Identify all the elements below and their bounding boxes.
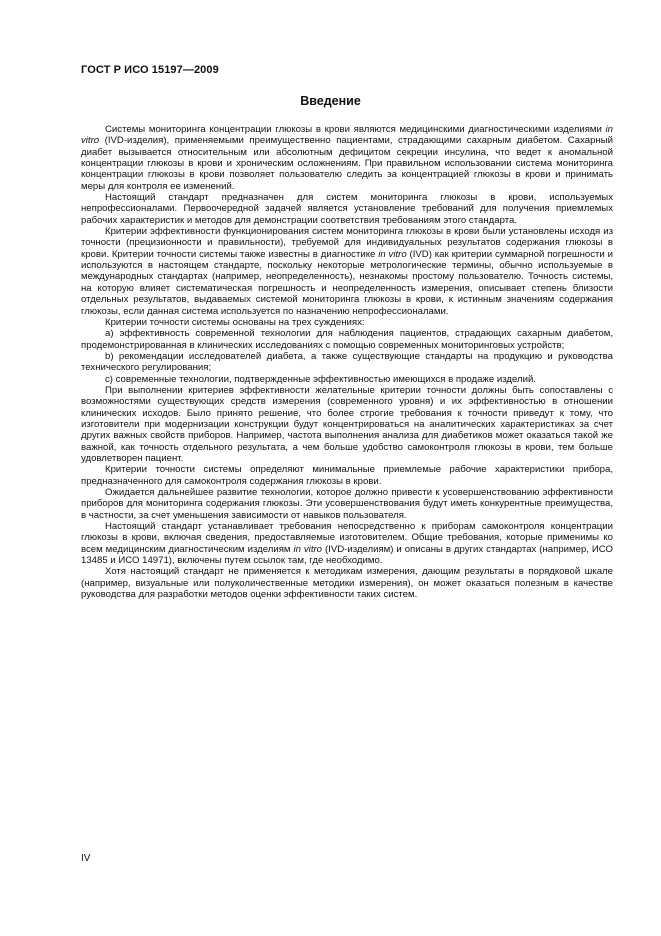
paragraph <box>81 464 613 487</box>
page-title: Введение <box>300 94 361 108</box>
italic-term: in vitro <box>81 124 613 147</box>
text-run: Системы мониторинга концентрации глюкозы в крови являются медицинскими диагностическими изделиями <box>105 124 606 135</box>
paragraph <box>81 385 613 464</box>
document-header: ГОСТ Р ИСО 15197—2009 <box>81 64 219 76</box>
text-run: Настоящий стандарт устанавливает требования непосредственно к приборам самоконтроля концентрации глюкозы в крови, включая сведения, предоставляемые изготовителем. Общие требования, которые применимы ко всем медицинским диагностическим изделиям <box>81 521 613 555</box>
paragraph <box>81 328 613 351</box>
italic-term: in vitro <box>293 543 323 555</box>
italic-term: in vitro <box>378 248 407 260</box>
paragraph <box>81 124 613 192</box>
paragraph <box>81 566 613 600</box>
text-run: При выполнении критериев эффективности желательные критерии точности должны быть сопоставлены с возможностями существующих средств измерения (современного уровня) и их эффективностью в отношении клинических исходов. Было принято решение, что более строгие требования к точности приведут к тому, что изготовители при модернизации конструкции будут концентрироваться на аналитических характеристиках за счет других важных свойств приборов. Например, частота выполнения анализа для диабетиков может оказаться такой же важной, как точность отдельного результата, а чем больше удобство самоконтроля глюкозы в крови, тем больше удовлетворен пациент. <box>81 384 613 464</box>
paragraph <box>81 317 613 328</box>
text-run: а) эффективность современной технологии для наблюдения пациентов, страдающих сахарным диабетом, продемонстрированная в клинических исследованиях с помощью современных мониторинговых устройств; <box>81 328 613 351</box>
text-run: с) современные технологии, подтвержденные эффективностью имеющихся в продаже изделий. <box>105 373 536 385</box>
text-run: b) рекомендации исследователей диабета, а также существующие стандарты на продукцию и руководства технического регулирования; <box>81 350 613 374</box>
paragraph <box>81 521 613 566</box>
text-run: Хотя настоящий стандарт не применяется к методикам измерения, дающим результаты в порядковой шкале (например, визуальные или полуколичественные методики измерения), он может оказаться полезным в качестве руководства для разработки методов оценки эффективности таких систем. <box>81 566 613 601</box>
paragraph <box>81 192 613 226</box>
text-run: Ожидается дальнейшее развитие технологии, которое должно привести к усовершенствованию эффективности приборов для мониторинга содержания глюкозы. Эти усовершенствования будут иметь конкурентные преимущества, в частности, за счет уменьшения зависимости от навыков пользователя. <box>81 487 613 521</box>
text-run: Критерии точности системы определяют минимальные приемлемые рабочие характеристики прибора, предназначенного для самоконтроля содержания глюкозы в крови. <box>81 464 613 487</box>
paragraph <box>81 351 613 374</box>
text-run: (IVD) как критерии суммарной погрешности и используются в настоящем стандарте, поскольку некоторые метрологические термины, обычно используемые в международных стандартах (например, неопределенность), незнакомы простому пользователю. Точность системы, на которую влияет систематическая погрешность и неопределенность измерения, описывает степень близости отдельных результатов, выдаваемых системой мониторинга глюкозы в крови, к истинным значениям содержания глюкозы, если данная система используется по назначению непрофессионалами. <box>81 248 613 317</box>
paragraph <box>81 226 613 317</box>
text-run: Настоящий стандарт предназначен для систем мониторинга глюкозы в крови, используемых непрофессионалами. Первоочередной задачей является установление требований для получения приемлемых рабочих характеристик и методов для демонстрации соответствия требованиям этого стандарта. <box>81 192 613 226</box>
text-run: Критерии точности системы основаны на трех суждениях: <box>105 316 365 328</box>
text-run: Критерии эффективности функционирования систем мониторинга глюкозы в крови были установлены исходя из точности (прецизионности и правильности), требуемой для индивидуальных результатов содержания глюкозы в крови. Критерии точности системы также известны в диагностике <box>81 226 613 260</box>
paragraph <box>81 374 613 385</box>
paragraph <box>81 487 613 521</box>
body-text <box>81 124 613 600</box>
page-number: IV <box>81 853 91 864</box>
text-run: (IVD-изделия), применяемыми преимущественно пациентами, страдающими сахарным диабетом. Сахарный диабет вызывается относительным или абсолютным дефицитом секреции инсулина, что ведет к аномальной концентрации глюкозы в крови и хроническим осложнениям. При правильном использовании система мониторинга концентрации глюкозы в крови позволяет пользователю следить за концентрацией глюкозы в крови и принимать меры для контроля ее изменений. <box>81 135 613 192</box>
text-run: (IVD-изделиям) и описаны в других стандартах (например, ИСО 13485 и ИСО 14971), включены путем ссылок там, где необходимо. <box>81 543 613 567</box>
